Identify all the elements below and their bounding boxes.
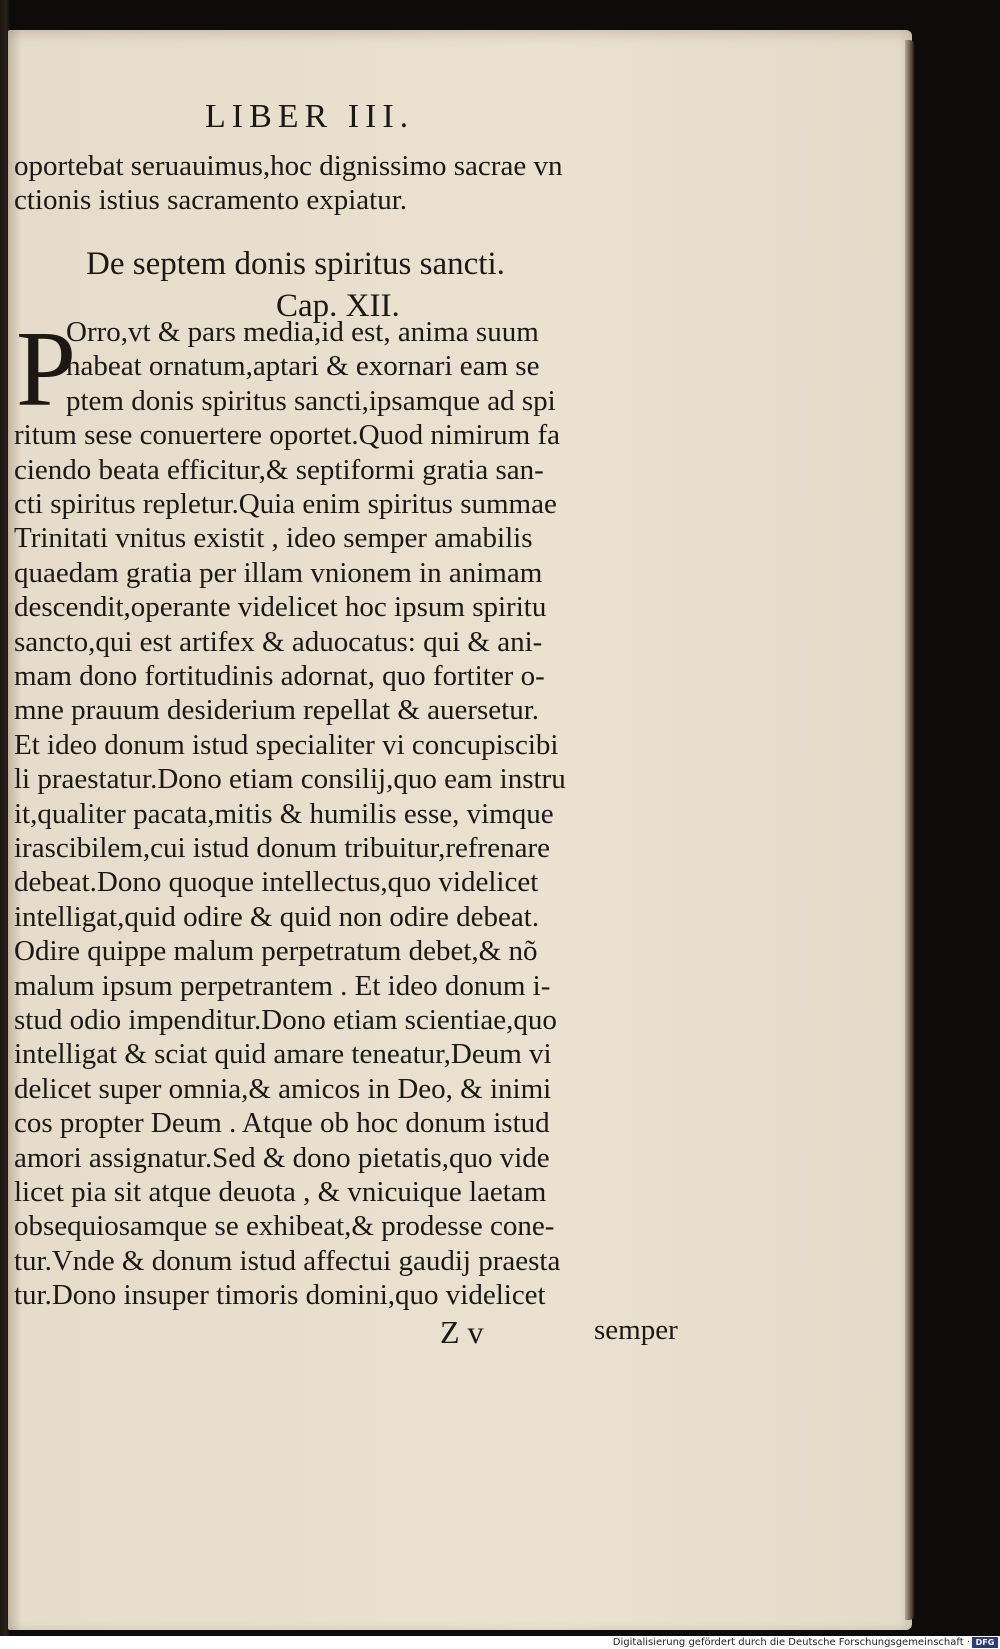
text-line: malum ipsum perpetrantem . Et ideo donum i- [14,969,551,1002]
footer-bar [0,1636,1000,1649]
text-line: ciendo beata efficitur,& septiformi gratia san- [14,453,544,486]
text-line: mne prauum desiderium repellat & auersetur. [14,694,540,727]
text-line: Et ideo donum istud specialiter vi concupiscibi [14,728,559,761]
catchword: semper [594,1314,678,1346]
text-line: ritum sese conuertere oportet.Quod nimirum fa [14,419,561,452]
text-line: cos propter Deum . Atque ob hoc donum istud [14,1107,550,1140]
text-line: sancto,qui est artifex & aduocatus: qui & ani- [14,625,543,658]
signature-mark: Z v [440,1314,484,1350]
text-line: debeat.Dono quoque intellectus,quo videlicet [14,866,539,899]
page-edge [905,40,915,1620]
text-line: oportebat seruauimus,hoc dignissimo sacrae vn [14,150,563,182]
drop-cap-initial: P [16,310,77,429]
text-line: mam dono fortitudinis adornat, quo fortiter o- [14,660,545,692]
text-line: tur.Dono insuper timoris domini,quo videlicet [14,1279,546,1312]
text-line: habeat ornatum,aptari & exornari eam se [66,350,540,383]
text-line: intelligat & sciat quid amare teneatur,Deum vi [14,1038,552,1071]
text-line: cti spiritus repletur.Quia enim spiritus summae [14,488,557,520]
text-line: amori assignatur.Sed & dono pietatis,quo vide [14,1141,550,1174]
footer-credit: Digitalisierung gefördert durch die Deutsche Forschungsgemeinschaft · [612,1637,970,1648]
text-line: intelligat,quid odire & quid non odire debeat. [14,900,540,933]
text-line: delicet super omnia,& amicos in Deo, & inimi [14,1072,552,1105]
text-line: obsequiosamque se exhibeat,& prodesse cone- [14,1210,555,1243]
text-line: it,qualiter pacata,mitis & humilis esse, vimque [14,797,554,830]
text-line: tur.Vnde & donum istud affectui gaudij praesta [14,1244,561,1277]
text-line: Trinitati vnitus existit , ideo semper amabilis [14,522,533,555]
text-line: ptem donis spiritus sancti,ipsamque ad spi [66,384,556,417]
text-line: Orro,vt & pars media,id est, anima suum [66,316,539,348]
text-line: stud odio impenditur.Dono etiam scientiae,quo [14,1004,557,1036]
chapter-number: Cap. XII. [276,288,400,324]
dfg-logo: DFG [972,1637,998,1648]
text-line: licet pia sit atque deuota , & vnicuique laetam [14,1176,547,1208]
text-line: quaedam gratia per illam vnionem in animam [14,556,543,589]
text-line: descendit,operante videlicet hoc ipsum spiritu [14,591,547,624]
text-line: irascibilem,cui istud donum tribuitur,refrenare [14,832,550,864]
text-line: li praestatur.Dono etiam consilij,quo eam instru [14,763,566,796]
text-line: ctionis istius sacramento expiatur. [14,184,408,216]
chapter-title: De septem donis spiritus sancti. [86,246,505,282]
text-line: Odire quippe malum perpetratum debet,& nõ [14,935,538,968]
running-head: LIBER III. [205,98,415,135]
